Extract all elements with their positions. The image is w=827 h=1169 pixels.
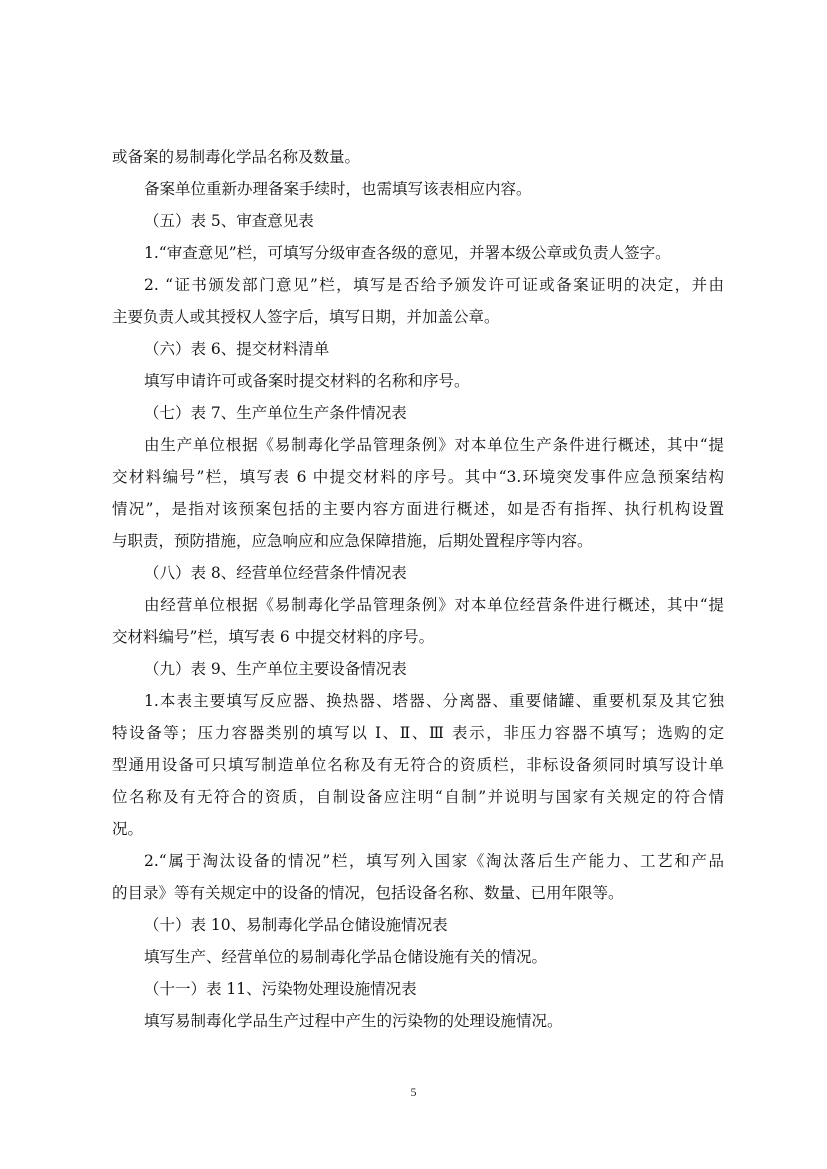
text-line-21: 位名称及有无符合的资质，自制设备应注明“自制”并说明与国家有关规定的符合情 — [112, 788, 724, 806]
text-line-23: 2.“属于淘汰设备的情况”栏，填写列入国家《淘汰落后生产能力、工艺和产品 — [144, 852, 724, 870]
text-line-26: 填写生产、经营单位的易制毒化学品仓储设施有关的情况。 — [144, 948, 548, 966]
document-body — [112, 141, 724, 1037]
text-line-20: 型通用设备可只填写制造单位名称及有无符合的资质栏，非标设备须同时填写设计单 — [112, 756, 724, 774]
section-heading-7: （七）表 7、生产单位生产条件情况表 — [144, 404, 407, 422]
text-line-4: 1.“审查意见”栏，可填写分级审查各级的意见，并署本级公章或负责人签字。 — [144, 244, 671, 262]
text-line-24: 的目录》等有关规定中的设备的情况，包括设备名称、数量、已用年限等。 — [112, 884, 624, 902]
text-line-12: 情况”，是指对该预案包括的主要内容方面进行概述，如是否有指挥、执行机构设置 — [112, 500, 724, 518]
text-line-16: 交材料编号”栏，填写表 6 中提交材料的序号。 — [112, 628, 435, 646]
section-heading-6: （六）表 6、提交材料清单 — [144, 340, 330, 358]
text-line-19: 特设备等；压力容器类别的填写以 Ⅰ、Ⅱ、Ⅲ 表示，非压力容器不填写；选购的定 — [112, 724, 724, 742]
text-line-18: 1.本表主要填写反应器、换热器、塔器、分离器、重要储罐、重要机泵及其它独 — [144, 692, 724, 710]
text-line-1: 或备案的易制毒化学品名称及数量。 — [112, 148, 361, 166]
section-heading-5: （五）表 5、审查意见表 — [144, 212, 314, 230]
text-line-13: 与职责，预防措施，应急响应和应急保障措施，后期处置程序等内容。 — [112, 532, 593, 550]
section-heading-8: （八）表 8、经营单位经营条件情况表 — [144, 564, 407, 582]
text-line-8: 填写申请许可或备案时提交材料的名称和序号。 — [144, 372, 470, 390]
text-line-6: 主要负责人或其授权人签字后，填写日期，并加盖公章。 — [112, 308, 500, 326]
text-line-5: 2. “证书颁发部门意见”栏，填写是否给予颁发许可证或备案证明的决定，并由 — [144, 276, 724, 294]
text-line-11: 交材料编号”栏，填写表 6 中提交材料的序号。其中“3.环境突发事件应急预案结构 — [112, 468, 724, 486]
section-heading-11: （十一）表 11、污染物处理设施情况表 — [144, 980, 417, 998]
text-line-10: 由生产单位根据《易制毒化学品管理条例》对本单位生产条件进行概述，其中“提 — [144, 436, 724, 454]
section-heading-9: （九）表 9、生产单位主要设备情况表 — [144, 660, 407, 678]
text-line-22: 况。 — [112, 820, 144, 838]
page-number: 5 — [410, 1085, 417, 1099]
text-line-28: 填写易制毒化学品生产过程中产生的污染物的处理设施情况。 — [144, 1012, 563, 1030]
section-heading-10: （十）表 10、易制毒化学品仓储设施情况表 — [144, 916, 448, 934]
text-line-15: 由经营单位根据《易制毒化学品管理条例》对本单位经营条件进行概述，其中“提 — [144, 596, 724, 614]
text-line-2: 备案单位重新办理备案手续时，也需填写该表相应内容。 — [144, 180, 532, 198]
